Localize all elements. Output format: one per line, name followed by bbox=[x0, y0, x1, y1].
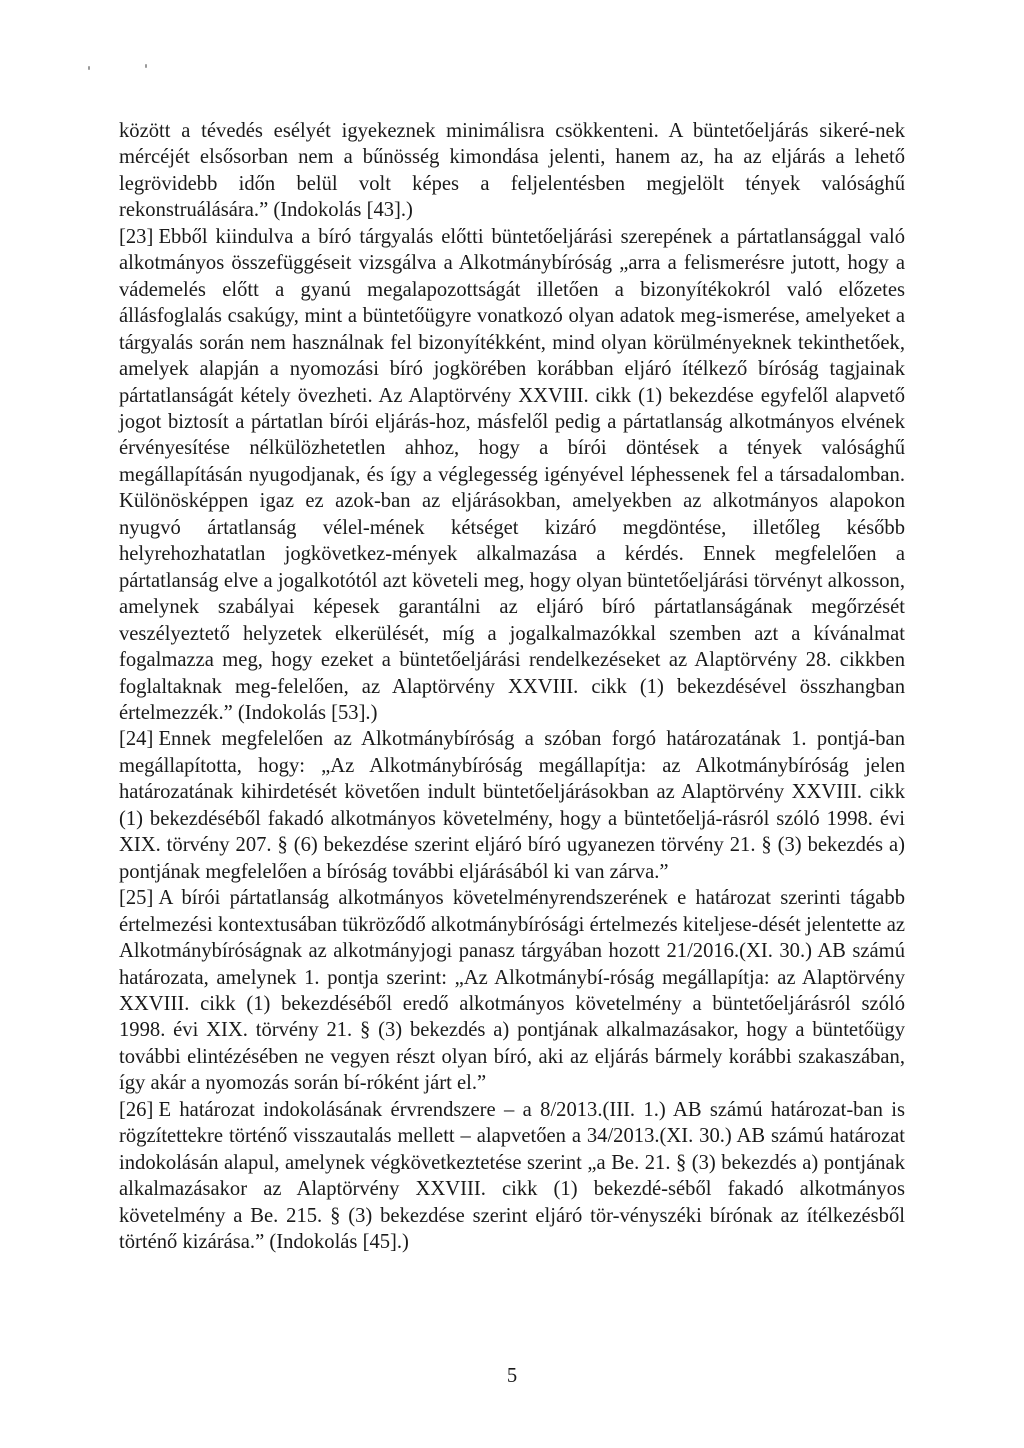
paragraph-24 bbox=[119, 726, 905, 885]
paragraph-number: [26] bbox=[119, 1098, 154, 1121]
scan-speck bbox=[145, 64, 147, 68]
paragraph-23 bbox=[119, 224, 905, 727]
paragraph-number: [25] bbox=[119, 887, 154, 910]
paragraph-text: Ebből kiindulva a bíró tárgyalás előtti büntetőeljárási szerepének a pártatlansággal való alkotmányos összefüggéseit vizsgálva a Alkotmánybíróság „arra a felismerésre jutott, hogy a vádemelés előtt a gyanú megalapozottságát illetően a bizonyítékokról való előzetes állásfoglalás csakúgy, mint a büntetőügyre vonatkozó olyan adatok meg-ismerése, amelyeket a tárgyalás során nem használnak fel bizonyítékként, mind olyan körülményeknek tekinthetőek, amelyek alapján a nyomozási bíró jogkörében korábban eljáró ítélkező bíróság tagjainak pártatlanságát kétely övezheti. Az Alaptörvény XXVIII. cikk (1) bekezdése egyfelől alapvető jogot biztosít a pártatlan bírói eljárás-hoz, másfelől pedig a pártatlanság alkotmányos elvének érvényesítése nélkülözhetetlen ahhoz, hogy a bírói döntések a tények valósághű megállapításán nyugodjanak, és így a véglegesség igényével léphessenek fel a társadalomban. Különösképpen igaz ez azok-ban az eljárásokban, amelyekben az alkotmányos alapokon nyugvó ártatlanság vélel-mének kétséget kizáró megdöntése, illetőleg később helyrehozhatatlan jogkövetkez-mények alkalmazása a kérdés. Ennek megfelelően a pártatlanság elve a jogalkotótól azt követeli meg, hogy olyan büntetőeljárási törvényt alkosson, amelynek szabályai képesek garantálni az eljáró bíró pártatlanságának megőrzését veszélyeztető helyzetek elkerülését, míg a jogalkalmazókkal szemben azt a kívánalmat fogalmazza meg, hogy ezeket a büntetőeljárási rendelkezéseket az Alaptörvény 28. cikkben foglaltaknak meg-felelően, az Alaptörvény XXVIII. cikk (1) bekezdésével összhangban értelmezzék.” (Indokolás [53].) bbox=[119, 225, 905, 724]
page-number: 5 bbox=[506, 1365, 518, 1387]
paragraph-continued bbox=[119, 118, 905, 224]
body-text bbox=[119, 118, 905, 1255]
paragraph-25 bbox=[119, 885, 905, 1097]
paragraph-26 bbox=[119, 1097, 905, 1256]
paragraph-number: [23] bbox=[119, 225, 154, 248]
paragraph-text: E határozat indokolásának érvrendszere – a 8/2013.(III. 1.) AB számú határozat-ban is rögzítettekre történő visszautalás mellett – alapvetően a 34/2013.(XI. 30.) AB számú határozat indokolásán alapul, amelynek végkövetkeztetése szerint „a Be. 21. § (3) bekezdés a) pontjának alkalmazásakor az Alaptörvény XXVIII. cikk (1) bekezdé-séből fakadó alkotmányos követelmény a Be. 215. § (3) bekezdése szerint eljáró tör-vényszéki bírónak az ítélkezésből történő kizárása.” (Indokolás [45].) bbox=[119, 1098, 905, 1254]
scan-speck bbox=[88, 66, 90, 70]
paragraph-text: között a tévedés esélyét igyekeznek minimálisra csökkenteni. A büntetőeljárás sikeré-nek mércéjét elsősorban nem a bűnösség kimondása jelenti, hanem az, ha az eljárás a lehető legrövidebb időn belül volt képes a feljelentésben megjelölt tények valósághű rekonstruálására.” (Indokolás [43].) bbox=[119, 120, 905, 222]
paragraph-text: Ennek megfelelően az Alkotmánybíróság a szóban forgó határozatának 1. pontjá-ban megállapította, hogy: „Az Alkotmánybíróság megállapítja: az Alkotmánybíróság jelen határozatának kihirdetését követően indult büntetőeljárásokban az Alaptörvény XXVIII. cikk (1) bekezdéséből fakadó alkotmányos követelmény, hogy a büntetőeljá-rásról szóló 1998. évi XIX. törvény 207. § (6) bekezdése szerint eljáró bíró ugyanezen törvény 21. § (3) bekezdés a) pontjának megfelelően a bíróság további eljárásából ki van zárva.” bbox=[119, 728, 905, 883]
paragraph-number: [24] bbox=[119, 728, 154, 751]
paragraph-text: A bírói pártatlanság alkotmányos követelményrendszerének e határozat szerinti tágabb értelmezési kontextusában tükröződő alkotmánybírósági értelmezés kiteljese-dését jelentette az Alkotmánybíróságnak az alkotmányjogi panasz tárgyában hozott 21/2016.(XI. 30.) AB számú határozata, amelynek 1. pontja szerint: „Az Alkotmánybí-róság megállapítja: az Alaptörvény XXVIII. cikk (1) bekezdéséből eredő alkotmányos követelmény a büntetőeljárásról szóló 1998. évi XIX. törvény 21. § (3) bekezdés a) pontjának alkalmazásakor, hogy a büntetőügy további elintézésében ne vegyen részt olyan bíró, aki az eljárás bármely korábbi szakaszában, így akár a nyomozás során bí-róként járt el.” bbox=[119, 887, 905, 1095]
